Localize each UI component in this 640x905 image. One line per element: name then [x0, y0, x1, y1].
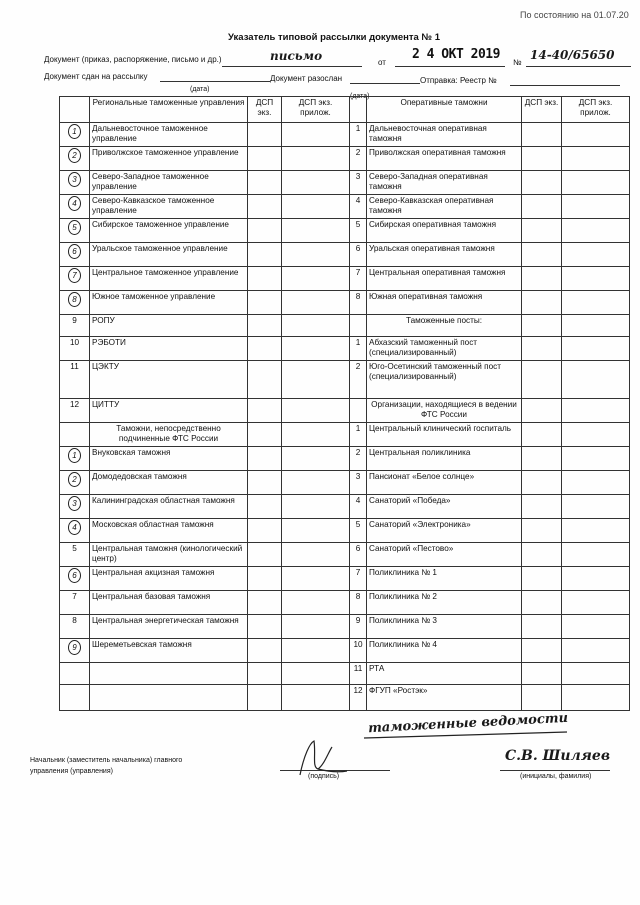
operative-dsp-att-cell: [562, 123, 630, 147]
regional-dsp-ex-cell: [248, 567, 282, 591]
regional-dsp-att-cell: [282, 361, 350, 399]
table-row: [60, 267, 630, 291]
regional-name-cell: Московская областная таможня: [90, 519, 248, 543]
regional-empty-cell: [282, 663, 350, 685]
operative-dsp-ex-cell: [522, 639, 562, 663]
regional-num-cell: [60, 567, 90, 591]
regional-dsp-ex-cell: [248, 471, 282, 495]
table-row: [60, 423, 630, 447]
operative-dsp-ex-cell: [522, 267, 562, 291]
regional-name-cell: Центральная акцизная таможня: [90, 567, 248, 591]
operative-num-cell: [350, 685, 367, 711]
regional-name-cell: РОПУ: [90, 315, 248, 337]
operative-dsp-ex-cell: [522, 195, 562, 219]
regional-dsp-att-cell: [282, 399, 350, 423]
regional-section-num: [60, 423, 90, 447]
operative-num-cell: [350, 171, 367, 195]
operative-name-cell: Центральная оперативная таможня: [367, 267, 522, 291]
circled-number: 3: [68, 496, 81, 511]
regional-num-cell: [60, 195, 90, 219]
registry-label: Отправка: Реестр №: [420, 76, 497, 85]
regional-dsp-att-cell: [282, 219, 350, 243]
operative-dsp-att-cell: [562, 291, 630, 315]
row-number: 5: [355, 520, 361, 529]
row-number: 1: [355, 124, 361, 133]
operative-num-cell: [350, 147, 367, 171]
operative-dsp-ex-cell: [522, 337, 562, 361]
circled-number: 4: [68, 196, 81, 211]
table-row: [60, 591, 630, 615]
regional-dsp-ex-cell: [248, 337, 282, 361]
table-row: [60, 337, 630, 361]
regional-empty-cell: [282, 685, 350, 711]
regional-dsp-att-cell: [282, 639, 350, 663]
regional-num-cell: [60, 495, 90, 519]
table-row: [60, 361, 630, 399]
regional-dsp-ex-cell: [248, 591, 282, 615]
row-number: 6: [355, 244, 361, 253]
operative-num-cell: [350, 219, 367, 243]
operative-name-cell: Центральный клинический госпиталь: [367, 423, 522, 447]
operative-name-cell: ФГУП «Ростэк»: [367, 685, 522, 711]
regional-num-cell: [60, 147, 90, 171]
regional-num-cell: [60, 471, 90, 495]
row-number: 4: [355, 196, 361, 205]
operative-section-header: Таможенные посты:: [367, 315, 522, 337]
regional-dsp-att-cell: [282, 291, 350, 315]
row-number: 7: [72, 592, 77, 601]
circled-number: 6: [68, 568, 81, 583]
regional-dsp-ex-cell: [248, 361, 282, 399]
regional-name-cell: Сибирское таможенное управление: [90, 219, 248, 243]
operative-name-cell: Приволжская оперативная таможня: [367, 147, 522, 171]
regional-num-cell: [60, 399, 90, 423]
regional-dsp-att-cell: [282, 243, 350, 267]
operative-name-cell: Поликлиника № 2: [367, 591, 522, 615]
regional-dsp-ex-cell: [248, 219, 282, 243]
row-number: 12: [353, 686, 363, 695]
regional-dsp-ex-cell: [248, 615, 282, 639]
operative-num-cell: [350, 361, 367, 399]
operative-name-cell: Юго-Осетинский таможенный пост (специализированный): [367, 361, 522, 399]
regional-empty-cell: [248, 663, 282, 685]
operative-name-cell: Северо-Кавказская оперативная таможня: [367, 195, 522, 219]
regional-empty-cell: [90, 663, 248, 685]
operative-dsp-att-cell: [562, 495, 630, 519]
operative-dsp-ex-cell: [522, 361, 562, 399]
operative-dsp-att-cell: [562, 685, 630, 711]
regional-num-cell: [60, 639, 90, 663]
table-row: [60, 663, 630, 685]
circled-number: 5: [68, 220, 81, 235]
operative-dsp-ex-cell: [522, 399, 562, 423]
doc-type-handwritten: письмо: [270, 49, 323, 63]
regional-num-cell: [60, 123, 90, 147]
operative-name-cell: Дальневосточная оперативная таможня: [367, 123, 522, 147]
regional-num-cell: [60, 171, 90, 195]
operative-num-cell: [350, 447, 367, 471]
regional-num-cell: [60, 337, 90, 361]
circled-number: 2: [68, 148, 81, 163]
sign-label: (подпись): [308, 773, 340, 780]
operative-dsp-att-cell: [562, 147, 630, 171]
header-op-dsp-att: ДСП экз. прилож.: [562, 97, 630, 123]
regional-dsp-ex-cell: [248, 123, 282, 147]
sent-line: [160, 81, 270, 82]
operative-dsp-ex-cell: [522, 495, 562, 519]
regional-num-cell: [60, 615, 90, 639]
operative-name-cell: Поликлиника № 4: [367, 639, 522, 663]
table-row: [60, 219, 630, 243]
operative-name-cell: Южная оперативная таможня: [367, 291, 522, 315]
operative-num-cell: [350, 337, 367, 361]
row-number: 1: [355, 338, 361, 347]
table-row: [60, 543, 630, 567]
operative-dsp-att-cell: [562, 663, 630, 685]
circled-number: 8: [68, 292, 81, 307]
operative-dsp-att-cell: [562, 171, 630, 195]
operative-name-cell: Центральная поликлиника: [367, 447, 522, 471]
regional-empty-cell: [60, 663, 90, 685]
operative-dsp-att-cell: [562, 399, 630, 423]
regional-num-cell: [60, 291, 90, 315]
regional-name-cell: Центральное таможенное управление: [90, 267, 248, 291]
operative-num-cell: [350, 663, 367, 685]
operative-dsp-ex-cell: [522, 447, 562, 471]
table-row: [60, 195, 630, 219]
regional-dsp-ex-cell: [248, 399, 282, 423]
regional-dsp-att-cell: [282, 519, 350, 543]
table-row: [60, 171, 630, 195]
operative-dsp-att-cell: [562, 567, 630, 591]
operative-num-cell: [350, 615, 367, 639]
table-row: [60, 639, 630, 663]
table-header-row: [60, 97, 630, 123]
operative-dsp-ex-cell: [522, 591, 562, 615]
handwritten-underline: [362, 730, 572, 742]
operative-name-cell: Санаторий «Пестово»: [367, 543, 522, 567]
operative-dsp-ex-cell: [522, 471, 562, 495]
operative-num-cell: [350, 243, 367, 267]
operative-num-cell: [350, 567, 367, 591]
operative-name-cell: Северо-Западная оперативная таможня: [367, 171, 522, 195]
operative-num-cell: [350, 495, 367, 519]
operative-dsp-att-cell: [562, 423, 630, 447]
header-operative: Оперативные таможни: [367, 97, 522, 123]
regional-name-cell: Внуковская таможня: [90, 447, 248, 471]
operative-dsp-att-cell: [562, 219, 630, 243]
table-row: [60, 567, 630, 591]
operative-num-cell: [350, 591, 367, 615]
sent-label: Документ сдан на рассылку: [44, 72, 148, 81]
regional-name-cell: Центральная таможня (кинологический центр): [90, 543, 248, 567]
operative-section-num: [350, 399, 367, 423]
from-label: от: [378, 58, 386, 67]
regional-name-cell: ЦИТТУ: [90, 399, 248, 423]
regional-name-cell: ЦЭКТУ: [90, 361, 248, 399]
regional-name-cell: Северо-Западное таможенное управление: [90, 171, 248, 195]
sent-date-label: (дата): [190, 86, 210, 93]
operative-dsp-att-cell: [562, 361, 630, 399]
initials-handwritten: С.В. Шиляев: [505, 748, 611, 764]
regional-empty-cell: [90, 685, 248, 711]
regional-empty-cell: [248, 685, 282, 711]
operative-dsp-ex-cell: [522, 123, 562, 147]
regional-num-cell: [60, 315, 90, 337]
regional-dsp-ex-cell: [248, 519, 282, 543]
regional-name-cell: Северо-Кавказское таможенное управление: [90, 195, 248, 219]
circled-number: 4: [68, 520, 81, 535]
circled-number: 1: [68, 448, 81, 463]
row-number: 6: [355, 544, 361, 553]
regional-dsp-att-cell: [282, 171, 350, 195]
regional-name-cell: Калининградская областная таможня: [90, 495, 248, 519]
table-row: [60, 291, 630, 315]
row-number: 9: [355, 616, 361, 625]
circled-number: 6: [68, 244, 81, 259]
regional-dsp-ex-cell: [248, 543, 282, 567]
operative-num-cell: [350, 195, 367, 219]
regional-dsp-ex-cell: [248, 147, 282, 171]
regional-num-cell: [60, 219, 90, 243]
operative-dsp-ex-cell: [522, 663, 562, 685]
operative-dsp-ex-cell: [522, 519, 562, 543]
table-row: [60, 471, 630, 495]
operative-name-cell: Поликлиника № 1: [367, 567, 522, 591]
operative-num-cell: [350, 543, 367, 567]
number-label: №: [513, 58, 522, 67]
operative-dsp-ex-cell: [522, 291, 562, 315]
operative-dsp-att-cell: [562, 519, 630, 543]
operative-dsp-att-cell: [562, 267, 630, 291]
operative-num-cell: [350, 123, 367, 147]
doc-type-label: Документ (приказ, распоряжение, письмо и др.): [44, 55, 222, 64]
regional-name-cell: Домодедовская таможня: [90, 471, 248, 495]
initials-label: (инициалы, фамилия): [520, 773, 592, 780]
circled-number: 1: [68, 124, 81, 139]
row-number: 2: [355, 362, 361, 371]
regional-dsp-att-cell: [282, 423, 350, 447]
header-op-dsp-ex: ДСП экз.: [522, 97, 562, 123]
signature-scribble: [292, 735, 352, 780]
regional-section-header: Таможни, непосредственно подчиненные ФТС России: [90, 423, 248, 447]
operative-dsp-ex-cell: [522, 243, 562, 267]
header-op-num: [350, 97, 367, 123]
table-row: [60, 495, 630, 519]
operative-name-cell: Пансионат «Белое солнце»: [367, 471, 522, 495]
operative-name-cell: Уральская оперативная таможня: [367, 243, 522, 267]
operative-num-cell: [350, 471, 367, 495]
operative-dsp-att-cell: [562, 447, 630, 471]
regional-num-cell: [60, 243, 90, 267]
row-number: 9: [72, 316, 77, 325]
regional-num-cell: [60, 591, 90, 615]
regional-dsp-att-cell: [282, 267, 350, 291]
regional-dsp-ex-cell: [248, 447, 282, 471]
header-dsp-att: ДСП экз. прилож.: [282, 97, 350, 123]
operative-section-num: [350, 315, 367, 337]
regional-num-cell: [60, 361, 90, 399]
regional-dsp-ex-cell: [248, 195, 282, 219]
initials-line: [500, 770, 610, 771]
document-title: Указатель типовой рассылки документа № 1: [228, 32, 440, 43]
circled-number: 9: [68, 640, 81, 655]
operative-dsp-ex-cell: [522, 685, 562, 711]
regional-empty-cell: [60, 685, 90, 711]
regional-dsp-att-cell: [282, 315, 350, 337]
regional-dsp-ex-cell: [248, 171, 282, 195]
operative-dsp-att-cell: [562, 471, 630, 495]
regional-dsp-att-cell: [282, 123, 350, 147]
table-row: [60, 615, 630, 639]
row-number: 3: [355, 472, 361, 481]
row-number: 5: [72, 544, 77, 553]
operative-num-cell: [350, 639, 367, 663]
dispatched-date-label: (дата): [350, 93, 370, 100]
operative-num-cell: [350, 423, 367, 447]
row-number: 1: [355, 424, 361, 433]
regional-dsp-ex-cell: [248, 291, 282, 315]
operative-dsp-ex-cell: [522, 315, 562, 337]
operative-dsp-att-cell: [562, 315, 630, 337]
regional-name-cell: Дальневосточное таможенное управление: [90, 123, 248, 147]
operative-dsp-att-cell: [562, 615, 630, 639]
number-handwritten: 14-40/65650: [530, 48, 615, 62]
row-number: 2: [355, 148, 361, 157]
row-number: 10: [69, 338, 80, 347]
regional-dsp-att-cell: [282, 147, 350, 171]
operative-name-cell: РТА: [367, 663, 522, 685]
date-line: [395, 66, 505, 67]
dispatched-line: [350, 83, 420, 84]
circled-number: 3: [68, 172, 81, 187]
top-right-note: По состоянию на 01.07.20: [520, 10, 629, 20]
operative-num-cell: [350, 519, 367, 543]
dispatched-label: Документ разослан: [270, 74, 343, 83]
operative-dsp-ex-cell: [522, 615, 562, 639]
regional-dsp-att-cell: [282, 543, 350, 567]
row-number: 4: [355, 496, 361, 505]
regional-dsp-att-cell: [282, 337, 350, 361]
doc-type-line: [222, 66, 362, 67]
regional-dsp-att-cell: [282, 591, 350, 615]
row-number: 8: [72, 616, 77, 625]
operative-dsp-ex-cell: [522, 219, 562, 243]
regional-dsp-ex-cell: [248, 267, 282, 291]
regional-dsp-ex-cell: [248, 495, 282, 519]
circled-number: 2: [68, 472, 81, 487]
row-number: 5: [355, 220, 361, 229]
regional-dsp-att-cell: [282, 195, 350, 219]
operative-dsp-att-cell: [562, 337, 630, 361]
regional-name-cell: Центральная базовая таможня: [90, 591, 248, 615]
operative-dsp-att-cell: [562, 543, 630, 567]
header-dsp-ex: ДСП экз.: [248, 97, 282, 123]
operative-dsp-att-cell: [562, 591, 630, 615]
regional-num-cell: [60, 447, 90, 471]
regional-dsp-att-cell: [282, 447, 350, 471]
table-row: [60, 315, 630, 337]
regional-dsp-ex-cell: [248, 243, 282, 267]
handwritten-note: таможенные ведомости: [367, 710, 569, 737]
row-number: 8: [355, 292, 361, 301]
circled-number: 7: [68, 268, 81, 283]
regional-name-cell: РЭБОТИ: [90, 337, 248, 361]
regional-dsp-ex-cell: [248, 639, 282, 663]
operative-dsp-att-cell: [562, 195, 630, 219]
table-row: [60, 519, 630, 543]
operative-dsp-ex-cell: [522, 147, 562, 171]
operative-dsp-ex-cell: [522, 423, 562, 447]
table-row: [60, 399, 630, 423]
regional-num-cell: [60, 267, 90, 291]
footer-position: Начальник (заместитель начальника) главного управления (управления): [30, 757, 183, 775]
row-number: 10: [353, 640, 363, 649]
regional-name-cell: Центральная энергетическая таможня: [90, 615, 248, 639]
operative-section-header: Организации, находящиеся в ведении ФТС России: [367, 399, 522, 423]
operative-dsp-att-cell: [562, 639, 630, 663]
header-regional: Региональные таможенные управления: [90, 97, 248, 123]
row-number: 11: [70, 362, 79, 371]
operative-dsp-ex-cell: [522, 171, 562, 195]
table-row: [60, 685, 630, 711]
operative-dsp-ex-cell: [522, 543, 562, 567]
number-line: [526, 66, 631, 67]
table-row: [60, 123, 630, 147]
regional-dsp-att-cell: [282, 615, 350, 639]
operative-name-cell: Санаторий «Электроника»: [367, 519, 522, 543]
operative-name-cell: Абхазский таможенный пост (специализированный): [367, 337, 522, 361]
date-stamp: 2 4 ОКТ 2019: [412, 47, 500, 62]
row-number: 8: [355, 592, 361, 601]
regional-dsp-att-cell: [282, 567, 350, 591]
operative-name-cell: Поликлиника № 3: [367, 615, 522, 639]
operative-name-cell: Сибирская оперативная таможня: [367, 219, 522, 243]
row-number: 12: [69, 400, 80, 409]
regional-dsp-ex-cell: [248, 423, 282, 447]
regional-name-cell: Приволжское таможенное управление: [90, 147, 248, 171]
row-number: 2: [355, 448, 361, 457]
regional-name-cell: Уральское таможенное управление: [90, 243, 248, 267]
row-number: 7: [355, 268, 361, 277]
header-num: [60, 97, 90, 123]
regional-num-cell: [60, 519, 90, 543]
table-row: [60, 447, 630, 471]
row-number: 7: [355, 568, 361, 577]
regional-dsp-att-cell: [282, 471, 350, 495]
regional-dsp-ex-cell: [248, 315, 282, 337]
distribution-table: [59, 96, 630, 711]
registry-line: [510, 85, 620, 86]
regional-name-cell: Южное таможенное управление: [90, 291, 248, 315]
operative-name-cell: Санаторий «Победа»: [367, 495, 522, 519]
regional-num-cell: [60, 543, 90, 567]
row-number: 3: [355, 172, 361, 181]
operative-dsp-att-cell: [562, 243, 630, 267]
operative-dsp-ex-cell: [522, 567, 562, 591]
operative-num-cell: [350, 267, 367, 291]
regional-dsp-att-cell: [282, 495, 350, 519]
regional-name-cell: Шереметьевская таможня: [90, 639, 248, 663]
table-row: [60, 147, 630, 171]
table-row: [60, 243, 630, 267]
operative-num-cell: [350, 291, 367, 315]
row-number: 11: [353, 664, 363, 673]
